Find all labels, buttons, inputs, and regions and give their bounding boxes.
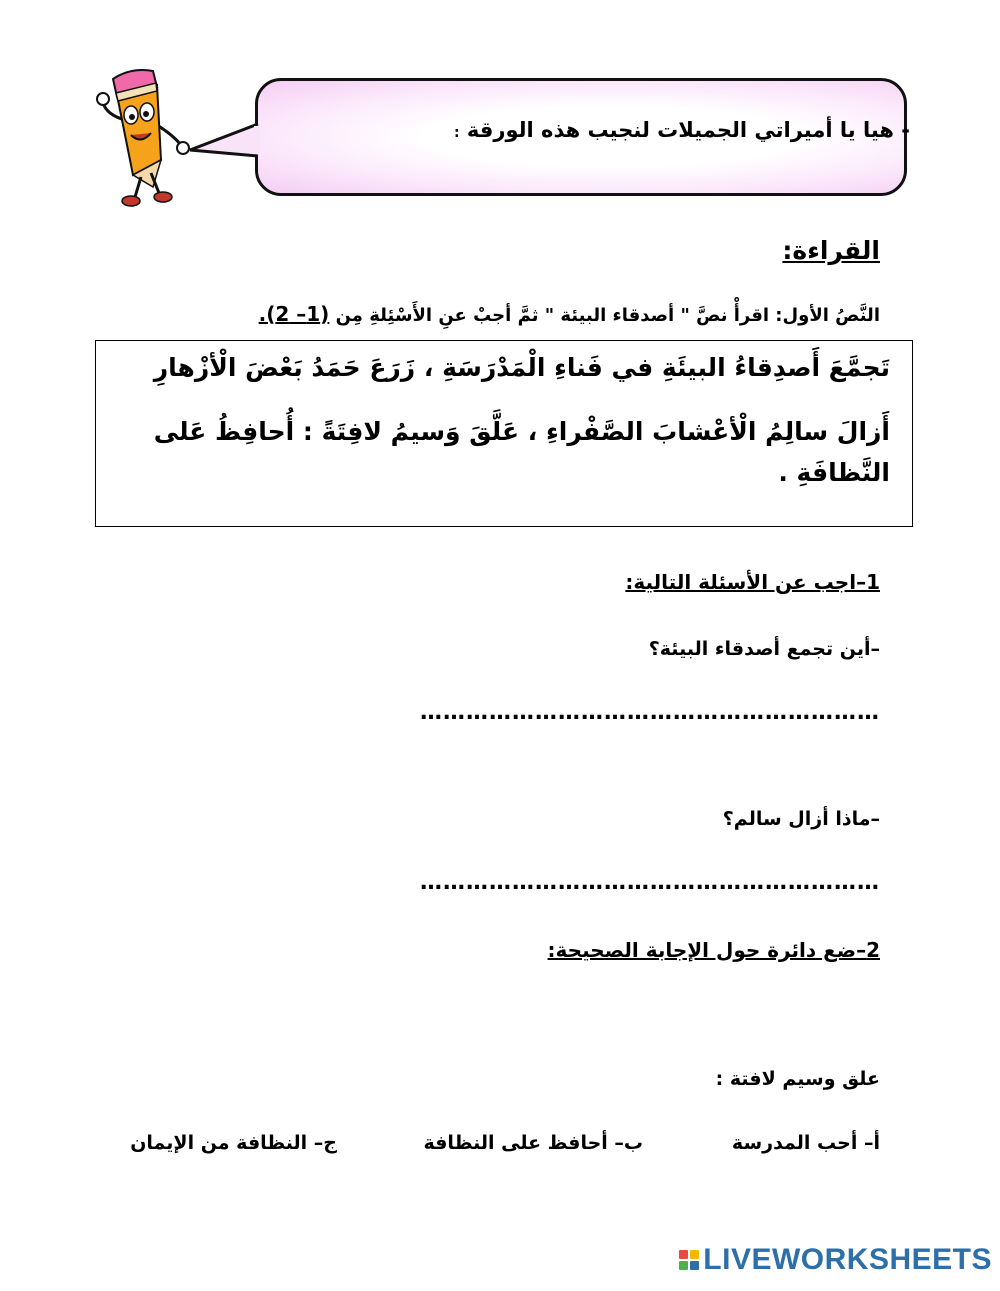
question-1b: –ماذا أزال سالم؟ [722,808,880,830]
question-2-stem: علق وسيم لافتة : [715,1068,880,1090]
passage-line-2: أَزالَ سالِمُ الْأعْشابَ الصَّفْراءِ ، عَلَّقَ وَسيمُ لافِتَةً : أُحافِظُ عَلى [153,417,890,446]
question-2-title: 2–ضع دائرة حول الإجابة الصحيحة: [547,938,880,962]
option-a[interactable]: أ– أحب المدرسة [731,1132,880,1154]
liveworksheets-watermark [679,1243,992,1277]
option-b[interactable]: ب– أحافظ على النظافة [423,1132,643,1154]
question-1-title: 1–اجب عن الأسئلة التالية: [625,570,880,594]
bubble-text: هيا يا أميراتي الجميلات لنجيب هذه الورقة [466,118,894,142]
reading-instruction [259,302,880,326]
passage-line-1: تَجمَّعَ أَصدِقاءُ البيئَةِ في فَناءِ الْمَدْرَسَةِ ، زَرَعَ حَمَدُ بَعْضَ الْأزْهارِ [153,353,890,382]
pencil-mascot-illustration [95,65,190,215]
instruction-text: النَّصُ الأول: اقرأْ نصَّ " أصدقاء البيئة " ثمَّ أجبْ عنِ الأَسْئِلةِ مِن [335,305,880,326]
bubble-colon: : [454,125,460,141]
option-c[interactable]: ج– النظافة من الإيمان [130,1132,337,1154]
liveworksheets-logo-icon [679,1250,699,1270]
bubble-message [454,118,910,142]
bubble-dash: - [901,118,910,142]
answer-line-1b[interactable]: …………………………………………………… [420,870,880,895]
watermark-text: LIVEWORKSHEETS [703,1243,992,1276]
instruction-range: (1– 2). [258,302,330,326]
question-1a: –أين تجمع أصدقاء البيئة؟ [648,638,880,660]
reading-title: القراءة: [782,236,880,265]
passage-line-3: النَّظافَةِ . [778,458,890,487]
answer-line-1a[interactable]: …………………………………………………… [420,700,880,725]
speech-bubble-tail [188,120,260,164]
